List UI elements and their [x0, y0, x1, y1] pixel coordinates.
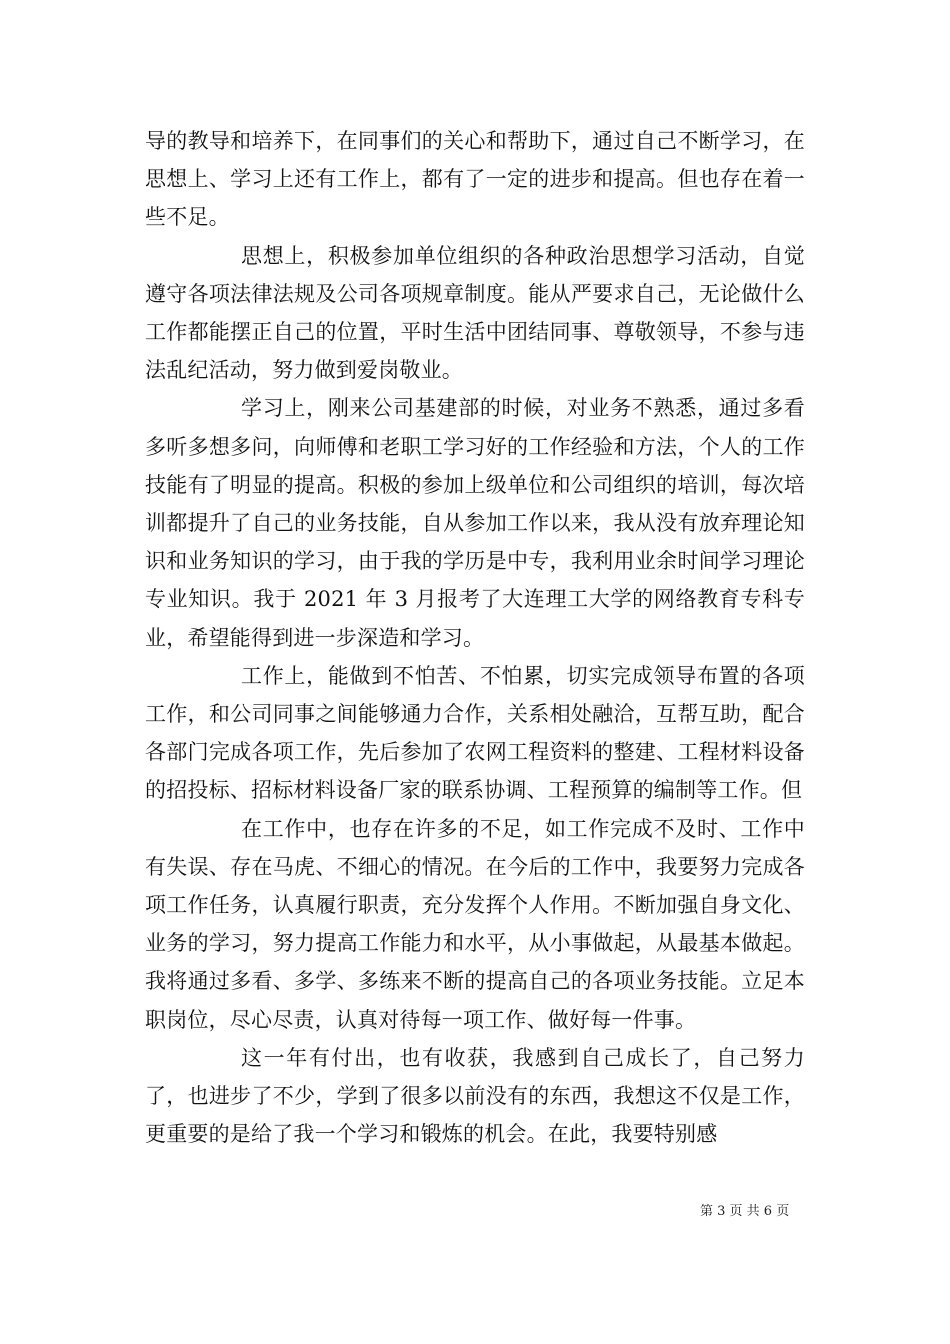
paragraph-thinking: 思想上，积极参加单位组织的各种政治思想学习活动，自觉遵守各项法律法规及公司各项规章制度。能从严要求自己，无论做什么工作都能摆正自己的位置，平时生活中团结同事、尊敬领导，不参与违法乱纪活动，努力做到爱岗敬业。	[145, 243, 805, 383]
page-number-footer: 第 3 页 共 6 页	[700, 1204, 790, 1219]
paragraph-study: 学习上，刚来公司基建部的时候，对业务不熟悉，通过多看多听多想多问，向师傅和老职工学习好的工作经验和方法，个人的工作技能有了明显的提高。积极的参加上级单位和公司组织的培训，每次培训都提升了自己的业务技能，自从参加工作以来，我从没有放弃理论知识和业务知识的学习，由于我的学历是中专，我利用业余时间学习理论专业知识。我于 2021 年 3 月报考了大连理工大学的网络教育专科专业，希望能得到进一步深造和学习。	[145, 396, 805, 650]
paragraph-work: 工作上，能做到不怕苦、不怕累，切实完成领导布置的各项工作，和公司同事之间能够通力合作，关系相处融洽，互帮互助，配合各部门完成各项工作，先后参加了农网工程资料的整建、工程材料设备的招投标、招标材料设备厂家的联系协调、工程预算的编制等工作。但	[145, 663, 805, 803]
paragraph-shortcomings: 在工作中，也存在许多的不足，如工作完成不及时、工作中有失误、存在马虎、不细心的情况。在今后的工作中，我要努力完成各项工作任务，认真履行职责，充分发挥个人作用。不断加强自身文化、业务的学习，努力提高工作能力和水平，从小事做起，从最基本做起。我将通过多看、多学、多练来不断的提高自己的各项业务技能。立足本职岗位，尽心尽责，认真对待每一项工作、做好每一件事。	[145, 816, 805, 1032]
paragraph-conclusion: 这一年有付出，也有收获，我感到自己成长了，自己努力了，也进步了不少，学到了很多以前没有的东西，我想这不仅是工作，更重要的是给了我一个学习和锻炼的机会。在此，我要特别感	[145, 1045, 805, 1147]
document-body	[145, 122, 805, 1153]
paragraph-continuation: 导的教导和培养下，在同事们的关心和帮助下，通过自己不断学习，在思想上、学习上还有工作上，都有了一定的进步和提高。但也存在着一些不足。	[145, 129, 805, 230]
